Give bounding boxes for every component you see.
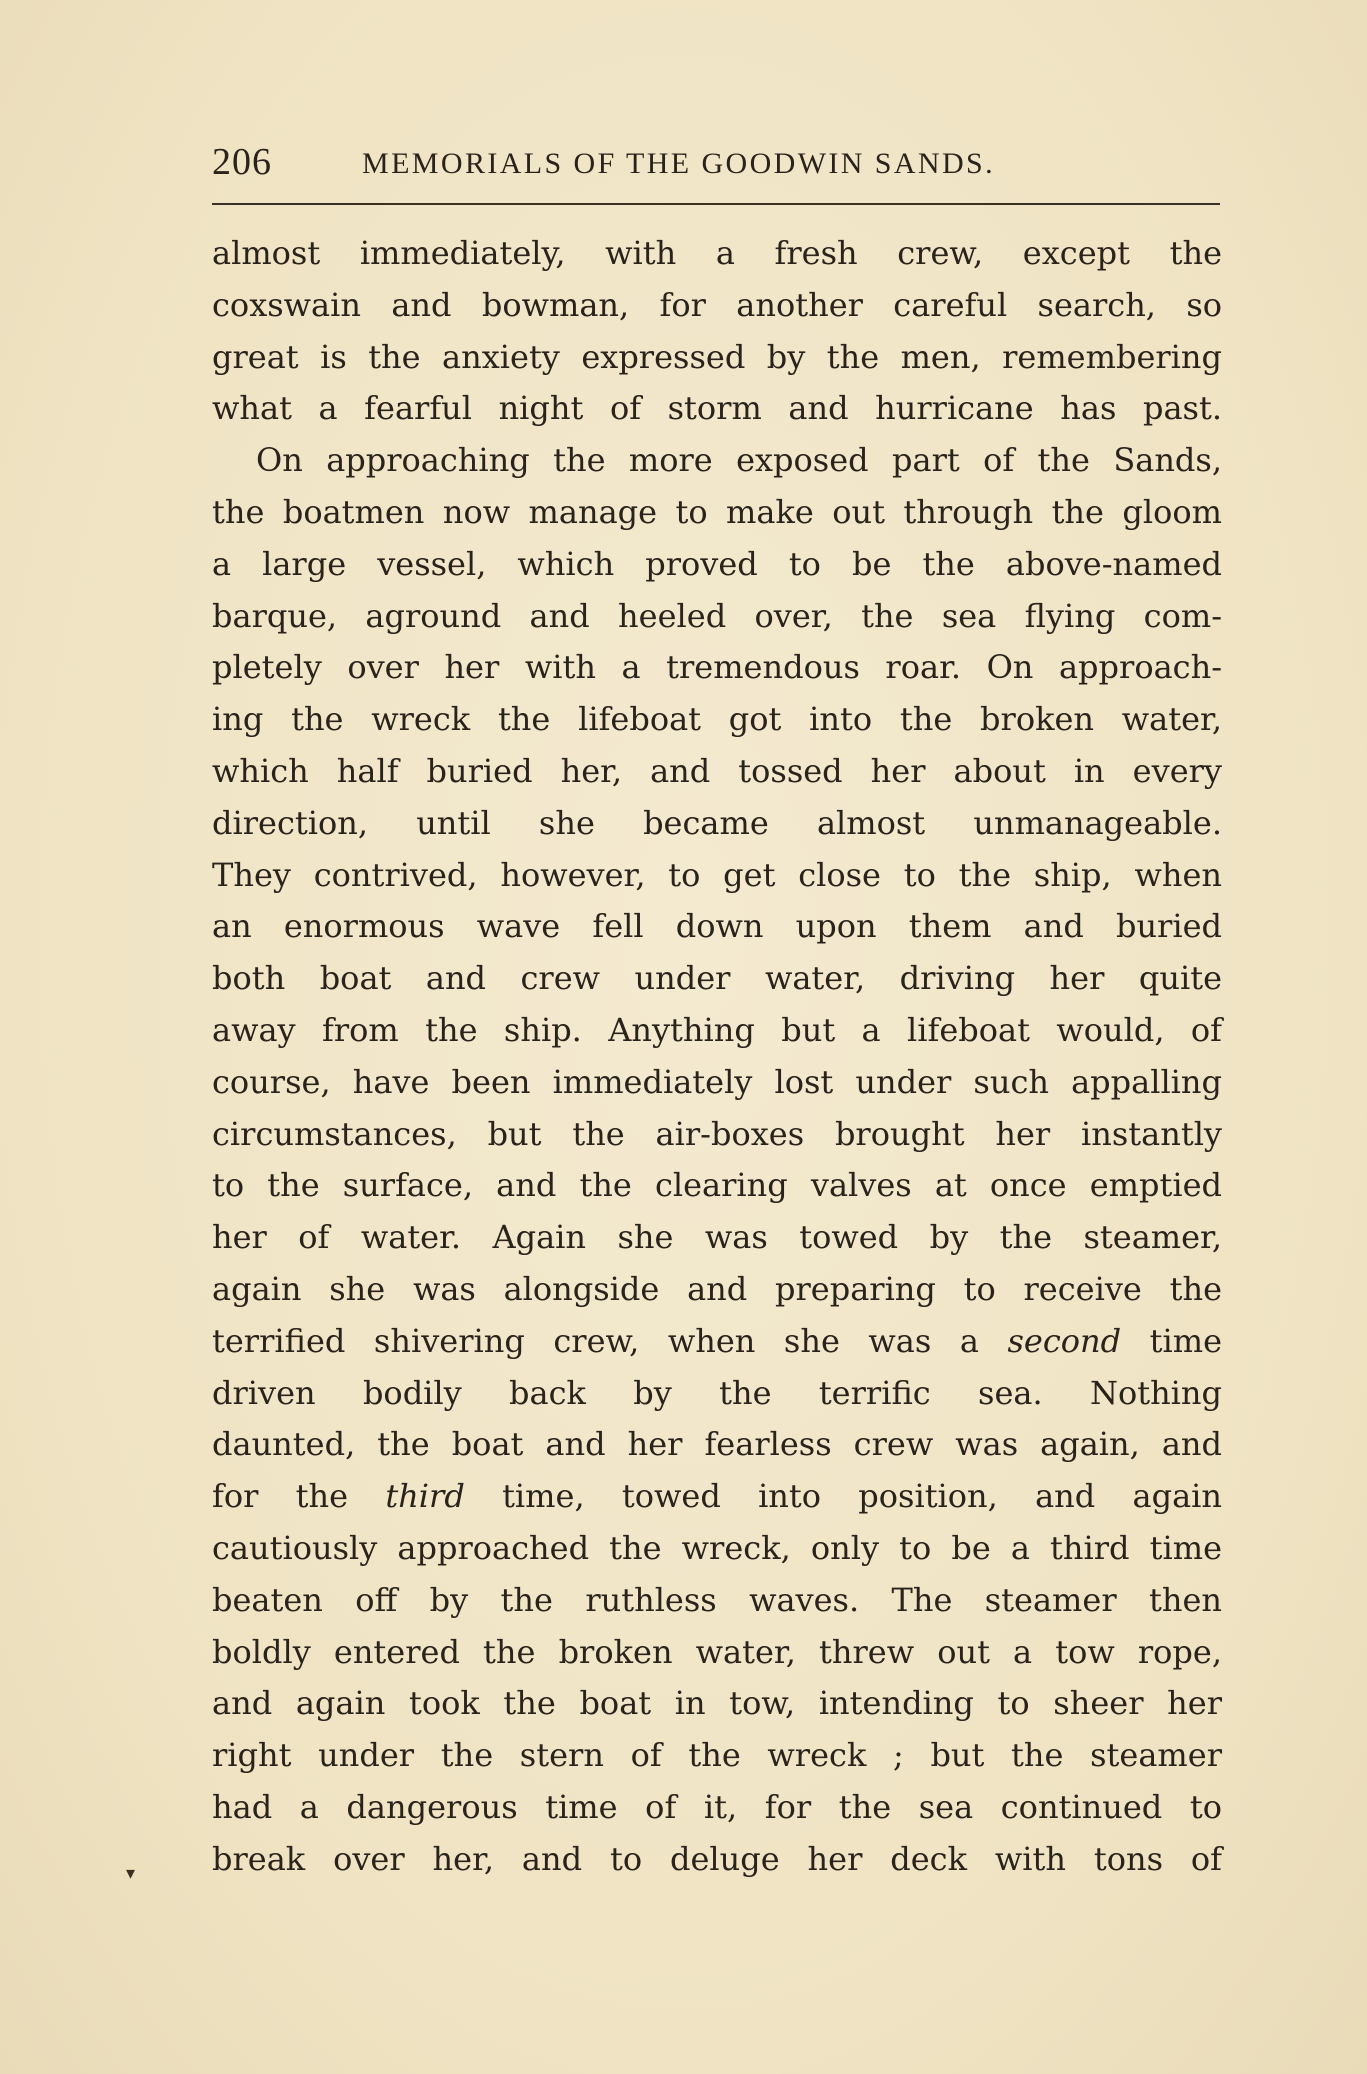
text-line: break over her, and to deluge her deck with tons of <box>212 1839 1222 1878</box>
text-line: course, have been immediately lost under such appalling <box>212 1062 1222 1101</box>
text-line: coxswain and bowman, for another careful search, so <box>212 285 1222 324</box>
text-line: to the surface, and the clearing valves at once emptied <box>212 1166 1222 1205</box>
italic-word: third <box>385 1477 465 1516</box>
text-line-part: terrified shivering crew, when she was a <box>212 1321 1008 1360</box>
text-line: a large vessel, which proved to be the above-named <box>212 544 1222 583</box>
italic-word: second <box>1007 1321 1122 1360</box>
page-header <box>212 140 1222 190</box>
text-line: driven bodily back by the terrific sea. Nothing <box>212 1373 1222 1412</box>
text-line: cautiously approached the wreck, only to be a third time <box>212 1528 1222 1567</box>
text-line-part: time <box>1121 1321 1223 1360</box>
text-line: her of water. Again she was towed by the steamer, <box>212 1218 1222 1257</box>
text-line: daunted, the boat and her fearless crew was again, and <box>212 1425 1222 1464</box>
text-line: ing the wreck the lifeboat got into the broken water, <box>212 700 1222 739</box>
text-line: almost immediately, with a fresh crew, except the <box>212 234 1222 272</box>
text-line: had a dangerous time of it, for the sea continued to <box>212 1787 1222 1826</box>
text-line: an enormous wave fell down upon them and buried <box>212 907 1222 946</box>
text-line-part: time, towed into position, and again <box>464 1477 1223 1516</box>
text-line: away from the ship. Anything but a lifeboat would, of <box>212 1010 1222 1049</box>
header-rule <box>212 203 1220 205</box>
text-line: great is the anxiety expressed by the men, remembering <box>212 337 1222 376</box>
text-line: beaten off by the ruthless waves. The steamer then <box>212 1580 1222 1619</box>
text-line: barque, aground and heeled over, the sea flying com- <box>212 596 1222 635</box>
text-line: boldly entered the broken water, threw out a tow rope, <box>212 1632 1222 1671</box>
text-line: the boatmen now manage to make out through the gloom <box>212 492 1222 531</box>
text-line-part: for the <box>212 1477 386 1516</box>
text-line: and again took the boat in tow, intending to sheer her <box>212 1684 1222 1723</box>
text-line: They contrived, however, to get close to the ship, when <box>212 855 1222 894</box>
text-line <box>212 1471 1222 1523</box>
text-line: which half buried her, and tossed her about in every <box>212 751 1222 790</box>
text-line <box>212 1316 1222 1368</box>
page-number: 206 <box>212 141 272 183</box>
text-line: right under the stern of the wreck ; but the steamer <box>212 1736 1222 1775</box>
text-line: what a fearful night of storm and hurricane has past. <box>212 389 1222 428</box>
body-text <box>212 228 1222 1886</box>
text-line: circumstances, but the air-boxes brought her instantly <box>212 1114 1222 1153</box>
text-line: direction, until she became almost unmanageable. <box>212 803 1222 842</box>
text-line: both boat and crew under water, driving her quite <box>212 959 1222 998</box>
margin-mark-icon: ▾ <box>126 1863 136 1884</box>
running-title: MEMORIALS OF THE GOODWIN SANDS. <box>362 147 996 180</box>
text-line: pletely over her with a tremendous roar. On approach- <box>212 648 1222 687</box>
text-line: On approaching the more exposed part of the Sands, <box>256 441 1222 480</box>
text-line: again she was alongside and preparing to receive the <box>212 1269 1222 1308</box>
